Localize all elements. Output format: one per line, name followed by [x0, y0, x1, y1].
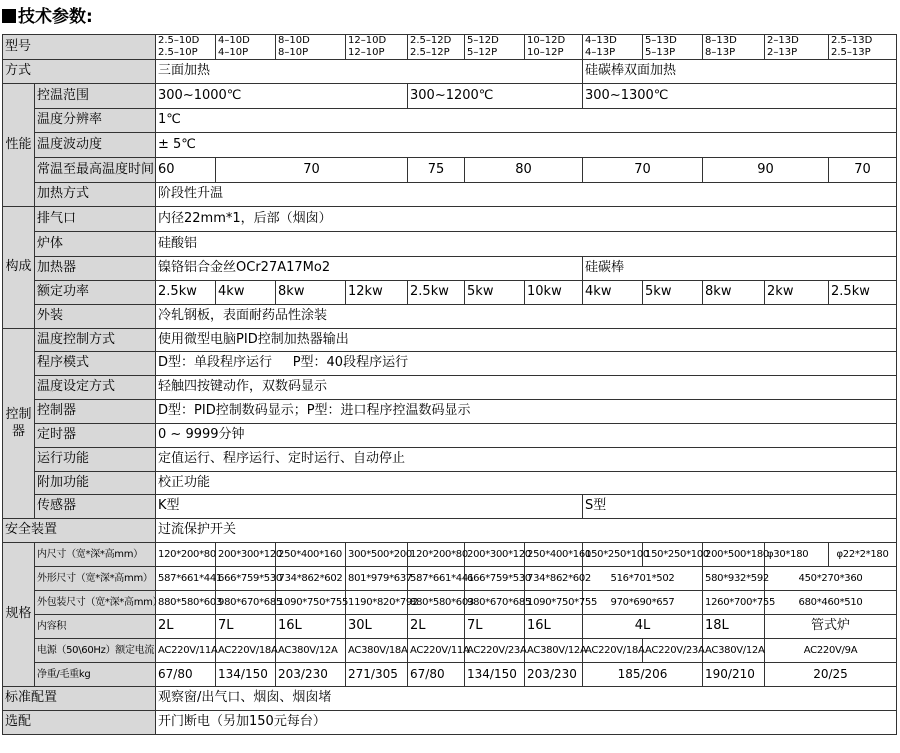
row-label: 选配: [3, 711, 156, 735]
table-row: [3, 207, 897, 232]
row-label: 定时器: [35, 424, 156, 448]
row-label: 内容积: [35, 615, 156, 639]
table-row: [3, 305, 897, 329]
cell: 1190*820*792: [346, 591, 408, 615]
cell: AC380V/12A: [703, 639, 765, 663]
cell: 75: [408, 158, 465, 183]
cell: 120*200*80: [408, 543, 465, 567]
table-row: [3, 591, 897, 615]
row-label: 标准配置: [3, 687, 156, 711]
model-cell: 10–12D 10–12P: [525, 35, 583, 60]
cell: 580*932*592: [703, 567, 765, 591]
table-row: [3, 281, 897, 305]
group-label: 规格: [3, 543, 35, 687]
cell: 587*661*441: [156, 567, 216, 591]
square-bullet-icon: [2, 9, 16, 23]
cell: AC220V/18A: [583, 639, 643, 663]
cell: 203/230: [276, 663, 346, 687]
table-row: [3, 663, 897, 687]
cell: 185/206: [583, 663, 703, 687]
cell: 8kw: [276, 281, 346, 305]
row-label: 附加功能: [35, 472, 156, 495]
row-label: 方式: [3, 60, 156, 84]
table-row: [3, 232, 897, 257]
cell: 67/80: [156, 663, 216, 687]
model-cell: 2–13D 2–13P: [765, 35, 829, 60]
cell: AC220V/23A: [465, 639, 525, 663]
table-row: [3, 519, 897, 543]
cell: 801*979*637: [346, 567, 408, 591]
cell: 5kw: [465, 281, 525, 305]
table-row: [3, 400, 897, 424]
row-label: 型号: [3, 35, 156, 60]
cell: 120*200*80: [156, 543, 216, 567]
cell: 1090*750*755: [276, 591, 346, 615]
cell: 2kw: [765, 281, 829, 305]
cell: 定值运行、程序运行、定时运行、自动停止: [156, 448, 897, 472]
row-label: 程序模式: [35, 352, 156, 376]
cell: 5kw: [643, 281, 703, 305]
model-cell: 2.5–10D 2.5–10P: [156, 35, 216, 60]
cell: 587*661*441: [408, 567, 465, 591]
cell: 4kw: [583, 281, 643, 305]
table-row: [3, 639, 897, 663]
cell: 666*759*530: [465, 567, 525, 591]
model-cell: 8–13D 8–13P: [703, 35, 765, 60]
table-row: [3, 687, 897, 711]
cell: AC220V/23A: [643, 639, 703, 663]
group-label: 控制器: [3, 329, 35, 519]
cell: 12kw: [346, 281, 408, 305]
cell: 30L: [346, 615, 408, 639]
cell: 150*250*100: [643, 543, 703, 567]
model-cell: 5–12D 5–12P: [465, 35, 525, 60]
cell: 203/230: [525, 663, 583, 687]
cell: 管式炉: [765, 615, 897, 639]
table-row: [3, 133, 897, 158]
row-label: 外形尺寸（宽*深*高mm）: [35, 567, 156, 591]
cell: 680*460*510: [765, 591, 897, 615]
cell: 67/80: [408, 663, 465, 687]
table-row: [3, 329, 897, 352]
cell: 2.5kw: [829, 281, 897, 305]
cell: 硅碳棒: [583, 257, 897, 281]
cell: 190/210: [703, 663, 765, 687]
cell: 1090*750*755: [525, 591, 583, 615]
cell: 内径22mm*1，后部（烟囱）: [156, 207, 897, 232]
row-label: 净重/毛重kg: [35, 663, 156, 687]
cell: 200*300*120: [216, 543, 276, 567]
cell: D型：单段程序运行 P型：40段程序运行: [156, 352, 897, 376]
cell: 271/305: [346, 663, 408, 687]
cell: 880*580*603: [156, 591, 216, 615]
cell: 70: [583, 158, 703, 183]
cell: 20/25: [765, 663, 897, 687]
cell: 90: [703, 158, 829, 183]
row-label: 加热器: [35, 257, 156, 281]
row-label: 控制器: [35, 400, 156, 424]
model-cell: 4–13D 4–13P: [583, 35, 643, 60]
cell: φ22*2*180: [829, 543, 897, 567]
cell: AC380V/18A: [346, 639, 408, 663]
table-row: [3, 543, 897, 567]
row-label: 内尺寸（宽*深*高mm）: [35, 543, 156, 567]
cell: K型: [156, 495, 583, 519]
cell: 0 ~ 9999分钟: [156, 424, 897, 448]
cell: 使用微型电脑PID控制加热器输出: [156, 329, 897, 352]
table-row: [3, 472, 897, 495]
cell: 7L: [216, 615, 276, 639]
model-cell: 5–13D 5–13P: [643, 35, 703, 60]
row-label: 外装: [35, 305, 156, 329]
cell: 4L: [583, 615, 703, 639]
cell: 2.5kw: [408, 281, 465, 305]
table-row: [3, 60, 897, 84]
cell: 300*500*200: [346, 543, 408, 567]
row-label: 温度波动度: [35, 133, 156, 158]
cell: AC220V/9A: [765, 639, 897, 663]
cell: 200*300*120: [465, 543, 525, 567]
cell: 冷轧钢板，表面耐药品性涂装: [156, 305, 897, 329]
cell: 1260*700*755: [703, 591, 765, 615]
table-row: [3, 109, 897, 133]
cell: 18L: [703, 615, 765, 639]
table-row: [3, 35, 897, 60]
cell: 轻触四按键动作，双数码显示: [156, 376, 897, 400]
row-label: 额定功率: [35, 281, 156, 305]
cell: 硅碳棒双面加热: [583, 60, 897, 84]
cell: 观察窗/出气口、烟囱、烟囱堵: [156, 687, 897, 711]
table-row: [3, 424, 897, 448]
cell: 980*670*685: [216, 591, 276, 615]
model-cell: 4–10D 4–10P: [216, 35, 276, 60]
row-label: 控温范围: [35, 84, 156, 109]
group-label: 构成: [3, 207, 35, 329]
row-label: 温度控制方式: [35, 329, 156, 352]
cell: 134/150: [216, 663, 276, 687]
cell: 200*500*180: [703, 543, 765, 567]
cell: 300~1000℃: [156, 84, 408, 109]
spec-table: [2, 34, 897, 735]
cell: 16L: [525, 615, 583, 639]
cell: AC220V/18A: [216, 639, 276, 663]
table-row: [3, 158, 897, 183]
row-label: 运行功能: [35, 448, 156, 472]
row-label: 传感器: [35, 495, 156, 519]
cell: 过流保护开关: [156, 519, 897, 543]
cell: 阶段性升温: [156, 183, 897, 207]
cell: 60: [156, 158, 216, 183]
cell: 4kw: [216, 281, 276, 305]
cell: 2L: [408, 615, 465, 639]
cell: 70: [829, 158, 897, 183]
cell: 三面加热: [156, 60, 583, 84]
cell: 150*250*100: [583, 543, 643, 567]
row-label: 安全装置: [3, 519, 156, 543]
cell: 16L: [276, 615, 346, 639]
cell: 镍铬铝合金丝OCr27A17Mo2: [156, 257, 583, 281]
row-label: 常温至最高温度时间: [35, 158, 156, 183]
cell: 300~1200℃: [408, 84, 583, 109]
table-row: [3, 615, 897, 639]
cell: 734*862*602: [525, 567, 583, 591]
page-title: 技术参数:: [2, 4, 93, 30]
table-row: [3, 257, 897, 281]
row-label: 排气口: [35, 207, 156, 232]
row-label: 加热方式: [35, 183, 156, 207]
row-label: 外包装尺寸（宽*深*高mm）: [35, 591, 156, 615]
cell: 300~1300℃: [583, 84, 897, 109]
cell: 134/150: [465, 663, 525, 687]
cell: 2.5kw: [156, 281, 216, 305]
cell: φ30*180: [765, 543, 829, 567]
cell: AC220V/11A: [408, 639, 465, 663]
cell: 450*270*360: [765, 567, 897, 591]
cell: 2L: [156, 615, 216, 639]
table-row: [3, 711, 897, 735]
row-label: 温度设定方式: [35, 376, 156, 400]
cell: 516*701*502: [583, 567, 703, 591]
cell: 70: [216, 158, 408, 183]
cell: 666*759*530: [216, 567, 276, 591]
cell: 250*400*160: [276, 543, 346, 567]
table-row: [3, 183, 897, 207]
cell: 880*580*603: [408, 591, 465, 615]
cell: AC220V/11A: [156, 639, 216, 663]
cell: AC380V/12A: [525, 639, 583, 663]
model-cell: 12–10D 12–10P: [346, 35, 408, 60]
table-row: [3, 567, 897, 591]
cell: 980*670*685: [465, 591, 525, 615]
cell: AC380V/12A: [276, 639, 346, 663]
table-row: [3, 352, 897, 376]
cell: 970*690*657: [583, 591, 703, 615]
cell: 硅酸铝: [156, 232, 897, 257]
cell: D型：PID控制数码显示；P型：进口程序控温数码显示: [156, 400, 897, 424]
cell: 734*862*602: [276, 567, 346, 591]
table-row: [3, 495, 897, 519]
cell: 10kw: [525, 281, 583, 305]
cell: 8kw: [703, 281, 765, 305]
model-cell: 2.5–12D 2.5–12P: [408, 35, 465, 60]
cell: 80: [465, 158, 583, 183]
model-cell: 2.5–13D 2.5–13P: [829, 35, 897, 60]
table-row: [3, 448, 897, 472]
row-label: 炉体: [35, 232, 156, 257]
group-label: 性能: [3, 84, 35, 207]
table-row: [3, 376, 897, 400]
row-label: 电源（50\60Hz）额定电流: [35, 639, 156, 663]
model-cell: 8–10D 8–10P: [276, 35, 346, 60]
table-row: [3, 84, 897, 109]
row-label: 温度分辨率: [35, 109, 156, 133]
cell: 250*400*160: [525, 543, 583, 567]
cell: 开门断电（另加150元每台）: [156, 711, 897, 735]
cell: S型: [583, 495, 897, 519]
cell: 7L: [465, 615, 525, 639]
cell: 1℃: [156, 109, 897, 133]
cell: ± 5℃: [156, 133, 897, 158]
cell: 校正功能: [156, 472, 897, 495]
